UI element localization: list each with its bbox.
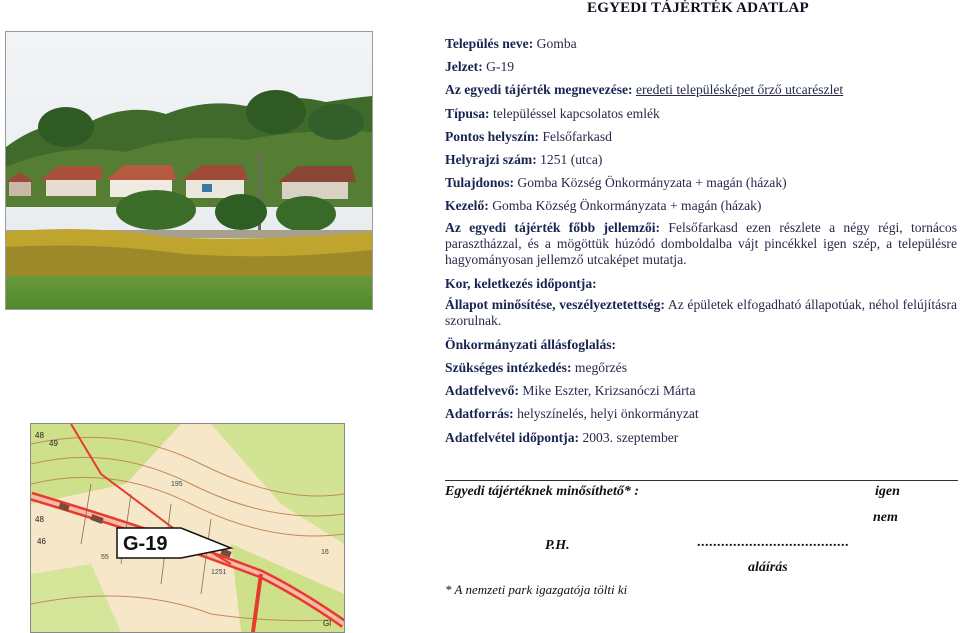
signature-label: aláírás [748, 560, 788, 575]
field-tulajdonos [445, 171, 957, 194]
field-allapot [445, 297, 957, 329]
field-tipus [445, 102, 957, 125]
map-label: 55 [101, 554, 109, 561]
page-title: EGYEDI TÁJÉRTÉK ADATLAP [587, 0, 809, 16]
field-value: 1251 (utca) [540, 152, 603, 168]
field-label: Önkormányzati állásfoglalás: [445, 336, 617, 352]
field-label: Állapot minősítése, veszélyeztetettség: [445, 296, 665, 312]
field-value: eredeti településképet őrző utcarészlet [635, 82, 844, 98]
map-illustration [31, 424, 344, 632]
field-kor [445, 272, 957, 295]
signature-line: ...................................... [697, 535, 849, 550]
field-label: Kor, keletkezés időpontja: [445, 275, 597, 291]
map-label: 48 [35, 431, 44, 440]
field-label: Település neve: [445, 36, 534, 51]
field-label: Helyrajzi szám: [445, 152, 537, 168]
field-value: településsel kapcsolatos emlék [492, 105, 660, 121]
field-value: helyszínelés, helyi önkormányzat [517, 406, 699, 422]
field-value: Gomba [536, 36, 577, 51]
map-label: Gl [323, 619, 331, 628]
field-intezkedes [445, 356, 957, 379]
map-label: 48 [35, 515, 44, 524]
field-value: Felsőfarkasd [542, 128, 612, 144]
field-adatfelvevo [445, 379, 957, 402]
section-divider [445, 480, 958, 481]
field-adatfelvetel [445, 426, 957, 449]
field-jelzet [445, 55, 957, 78]
field-megnevezes [445, 78, 957, 101]
field-value: Mike Eszter, Krizsanóczi Márta [522, 383, 696, 399]
footnote: * A nemzeti park igazgatója tölti ki [445, 582, 628, 597]
field-value: 2003. szeptember [582, 429, 679, 445]
field-kezelo [445, 194, 957, 217]
street-photo [5, 31, 373, 310]
option-yes[interactable]: igen [875, 484, 900, 499]
map-code-label: G-19 [123, 533, 168, 555]
info-fields [445, 32, 957, 449]
field-label: Az egyedi tájérték megnevezése: [445, 82, 633, 98]
field-value: megőrzés [574, 360, 627, 376]
field-label: Pontos helyszín: [445, 128, 540, 144]
field-value: Felsőfarkasd ezen részlete a négy régi, tornácos parasztházzal, és a mögöttük húzódó domboldalba vájt pincékkel igen szép, a településre hagyományosan jellemző utcaképet mutatja. [445, 219, 958, 267]
field-adatforras [445, 402, 957, 425]
map-label: 49 [49, 439, 58, 448]
field-label: Az egyedi tájérték főbb jellemzői: [445, 219, 661, 235]
field-label: Adatforrás: [445, 406, 514, 422]
field-label: Jelzet: [445, 59, 483, 75]
field-label: Szükséges intézkedés: [445, 360, 572, 376]
field-label: Tulajdonos: [445, 175, 515, 191]
field-value: Az épületek elfogadható állapotúak, néhol felújításra szorulnak. [445, 296, 957, 328]
field-label: Kezelő: [445, 198, 489, 214]
field-helyszin [445, 125, 957, 148]
map-label: 1251 [211, 569, 227, 576]
option-no[interactable]: nem [873, 510, 898, 525]
field-value: Gomba Község Önkormányzata + magán (házak) [492, 198, 762, 214]
map-label: 46 [37, 537, 46, 546]
field-telepules [445, 32, 957, 55]
qualification-question: Egyedi tájértéknek minősíthető* : [445, 484, 640, 499]
field-label: Adatfelvétel időpontja: [445, 429, 580, 445]
map-label: 195 [171, 481, 183, 488]
field-value: G-19 [486, 59, 515, 75]
field-label: Adatfelvevő: [445, 383, 519, 399]
field-jellemzoi [445, 220, 957, 268]
photo-illustration [6, 32, 372, 309]
site-map [30, 423, 345, 633]
field-helyrajzi [445, 148, 957, 171]
field-value: Gomba Község Önkormányzata + magán (házak) [517, 175, 787, 191]
field-label: Típusa: [445, 105, 490, 121]
field-onkormanyzati [445, 333, 957, 356]
map-label: 16 [321, 549, 329, 556]
ph-stamp-label: P.H. [545, 538, 570, 553]
